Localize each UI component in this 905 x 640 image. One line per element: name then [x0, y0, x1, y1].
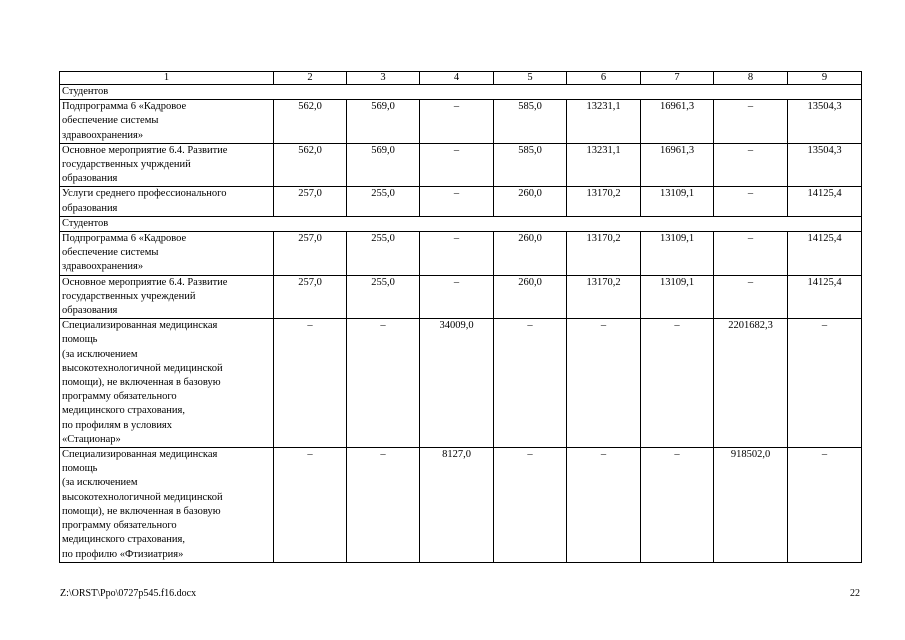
row-label: Специализированная медицинская помощь (за исключением высокотехнологичной медицинской помощи), не включенная в базовую программу обязательного медицинского страхования, по профилю «Фтизиатрия» [60, 448, 274, 563]
table-cell: 13109,1 [641, 232, 714, 276]
table-cell: – [347, 448, 420, 563]
column-header: 5 [494, 72, 567, 85]
table-cell: 34009,0 [420, 319, 494, 448]
table-cell: 257,0 [274, 232, 347, 276]
table-cell: – [494, 448, 567, 563]
table-cell: 2201682,3 [714, 319, 788, 448]
column-header: 9 [788, 72, 862, 85]
table-cell: 14125,4 [788, 275, 862, 319]
table-cell: 562,0 [274, 100, 347, 144]
table-cell: 16961,3 [641, 143, 714, 187]
table-cell: – [788, 319, 862, 448]
table-section-row [60, 85, 862, 100]
table-cell: 255,0 [347, 275, 420, 319]
table-cell: 8127,0 [420, 448, 494, 563]
file-path: Z:\ORST\Ppo\0727p545.f16.docx [60, 588, 197, 599]
column-header: 1 [60, 72, 274, 85]
table-cell: 13504,3 [788, 100, 862, 144]
section-label: Студентов [60, 85, 862, 100]
table-cell: 260,0 [494, 187, 567, 216]
table-cell: 260,0 [494, 232, 567, 276]
table-cell: – [567, 448, 641, 563]
row-label: Основное мероприятие 6.4. Развитие государственных учреждений образования [60, 275, 274, 319]
row-label: Основное мероприятие 6.4. Развитие государственных учрждений образования [60, 143, 274, 187]
table-cell: 14125,4 [788, 187, 862, 216]
table-cell: 585,0 [494, 143, 567, 187]
table-cell: – [420, 100, 494, 144]
table-cell: 260,0 [494, 275, 567, 319]
table-row [60, 100, 862, 144]
table-cell: 13170,2 [567, 187, 641, 216]
table-cell: – [420, 275, 494, 319]
budget-table [59, 71, 862, 563]
table-header-row [60, 72, 862, 85]
table-cell: 562,0 [274, 143, 347, 187]
table-row [60, 275, 862, 319]
table-cell: 585,0 [494, 100, 567, 144]
table-cell: – [714, 143, 788, 187]
table-cell: 16961,3 [641, 100, 714, 144]
table-cell: 13109,1 [641, 275, 714, 319]
table-cell: – [714, 187, 788, 216]
table-cell: 569,0 [347, 100, 420, 144]
table-section-row [60, 216, 862, 231]
table-cell: 255,0 [347, 232, 420, 276]
table-cell: 255,0 [347, 187, 420, 216]
table-cell: – [347, 319, 420, 448]
table-cell: 257,0 [274, 275, 347, 319]
column-header: 4 [420, 72, 494, 85]
table-cell: – [641, 448, 714, 563]
table-cell: 14125,4 [788, 232, 862, 276]
table-cell: 13170,2 [567, 275, 641, 319]
table-cell: 13231,1 [567, 100, 641, 144]
table-row [60, 143, 862, 187]
row-label: Специализированная медицинская помощь (за исключением высокотехнологичной медицинской помощи), не включенная в базовую программу обязательного медицинского страхования, по профилям в условиях «Стационар» [60, 319, 274, 448]
table-cell: – [714, 100, 788, 144]
column-header: 6 [567, 72, 641, 85]
column-header: 3 [347, 72, 420, 85]
row-label: Подпрограмма 6 «Кадровое обеспечение системы здравоохранения» [60, 100, 274, 144]
table-cell: – [714, 232, 788, 276]
table-row [60, 319, 862, 448]
table-cell: 13504,3 [788, 143, 862, 187]
table-cell: – [274, 448, 347, 563]
table-cell: 13109,1 [641, 187, 714, 216]
page-number: 22 [850, 588, 860, 599]
table-cell: – [641, 319, 714, 448]
table-cell: – [714, 275, 788, 319]
table-row [60, 187, 862, 216]
table-cell: – [788, 448, 862, 563]
table-cell: – [567, 319, 641, 448]
table-cell: 569,0 [347, 143, 420, 187]
table-cell: 918502,0 [714, 448, 788, 563]
column-header: 8 [714, 72, 788, 85]
table-row [60, 232, 862, 276]
section-label: Студентов [60, 216, 862, 231]
table-cell: 13170,2 [567, 232, 641, 276]
table-cell: – [420, 187, 494, 216]
row-label: Услуги среднего профессионального образования [60, 187, 274, 216]
table-cell: – [420, 232, 494, 276]
table-cell: – [494, 319, 567, 448]
table-cell: 13231,1 [567, 143, 641, 187]
row-label: Подпрограмма 6 «Кадровое обеспечение системы здравоохранения» [60, 232, 274, 276]
table-cell: – [274, 319, 347, 448]
column-header: 2 [274, 72, 347, 85]
table-cell: – [420, 143, 494, 187]
table-cell: 257,0 [274, 187, 347, 216]
table-row [60, 448, 862, 563]
column-header: 7 [641, 72, 714, 85]
